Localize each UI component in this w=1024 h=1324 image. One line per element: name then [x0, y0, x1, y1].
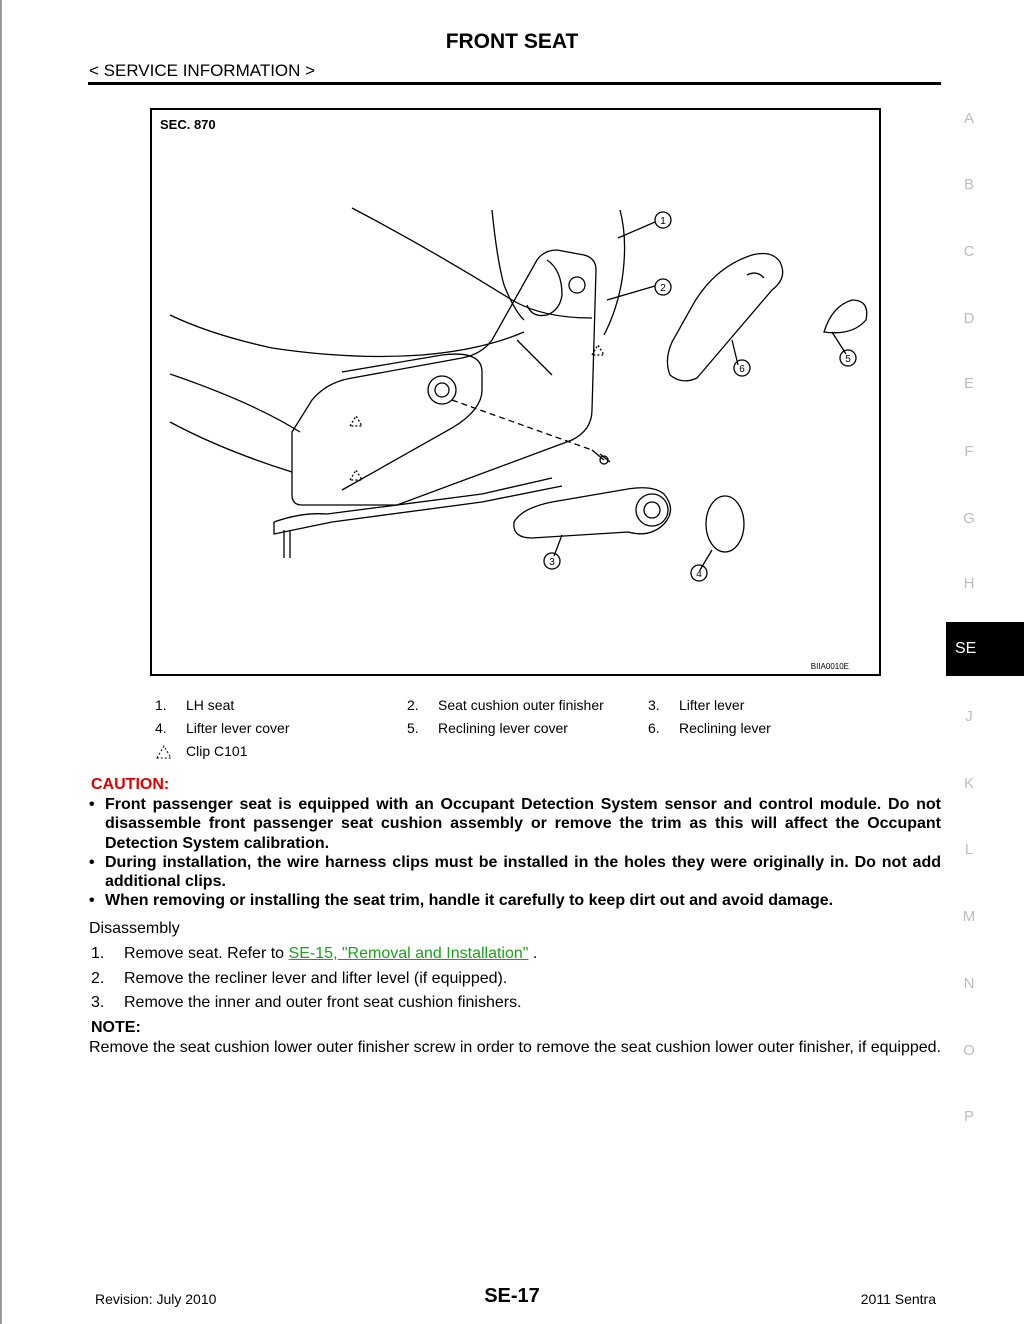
legend-number: 4.: [155, 720, 167, 736]
page-edge: [0, 0, 2, 1324]
note-title: NOTE:: [91, 1019, 141, 1036]
legend-number: 2.: [407, 697, 419, 713]
callout-label: 6: [739, 364, 745, 375]
legend-text: Reclining lever cover: [438, 720, 568, 736]
step-text-suffix: .: [528, 945, 538, 962]
figure-section-number: SEC. 870: [160, 117, 216, 132]
bullet-icon: •: [89, 853, 95, 871]
clip-triangle-icon: [155, 744, 173, 760]
step-text-prefix: Remove seat. Refer to: [124, 945, 289, 962]
footer-revision: Revision: July 2010: [95, 1291, 217, 1307]
legend-text: Seat cushion outer finisher: [438, 697, 604, 713]
legend-number: 6.: [648, 720, 660, 736]
step-number: 3.: [91, 994, 105, 1011]
legend-text: Clip C101: [186, 743, 248, 759]
side-index-letter[interactable]: A: [963, 110, 974, 127]
side-index-letter[interactable]: F: [964, 443, 974, 460]
side-index-letter[interactable]: G: [963, 510, 975, 527]
side-index-letter[interactable]: O: [963, 1042, 975, 1059]
callout-label: 1: [660, 216, 666, 227]
bullet-icon: •: [89, 892, 95, 910]
side-index-letter[interactable]: K: [963, 775, 974, 792]
side-index-letter[interactable]: L: [964, 841, 974, 858]
side-index-letter[interactable]: B: [963, 176, 974, 193]
side-index-letter[interactable]: D: [963, 310, 975, 327]
seat-illustration: [152, 110, 879, 674]
caution-text: During installation, the wire harness clips must be installed in the holes they were originally in. Do not add additional clips.: [105, 853, 941, 891]
side-index-letter[interactable]: P: [963, 1108, 974, 1125]
side-index-letter[interactable]: C: [963, 243, 975, 260]
legend-text: Lifter lever cover: [186, 720, 290, 736]
callout-label: 4: [696, 569, 702, 580]
callout-label: 2: [660, 283, 666, 294]
exploded-diagram: [150, 108, 881, 676]
caution-title: CAUTION:: [91, 776, 170, 793]
legend-number: 1.: [155, 697, 167, 713]
legend-text: LH seat: [186, 697, 235, 713]
caution-list: [89, 795, 941, 911]
disassembly-title: Disassembly: [89, 920, 180, 937]
footer-model: 2011 Sentra: [860, 1291, 936, 1307]
legend-number: 3.: [648, 697, 660, 713]
side-index-letter[interactable]: N: [963, 975, 975, 992]
side-index-letter[interactable]: H: [963, 575, 975, 592]
caution-item: [89, 795, 941, 853]
caution-text: When removing or installing the seat trim, handle it carefully to keep dirt out and avoid damage.: [105, 892, 834, 910]
step-number: 1.: [91, 945, 105, 962]
figure-code: BIIA0010E: [810, 662, 849, 671]
caution-text: Front passenger seat is equipped with an Occupant Detection System sensor and control module. Do not disassemble front passenger seat cushion assembly or remove the trim as this will affect the Occupant Detection System calibration.: [105, 796, 941, 852]
step-number: 2.: [91, 970, 105, 987]
caution-item: [89, 891, 941, 910]
side-index-letter[interactable]: J: [965, 708, 973, 725]
step-text: [124, 945, 537, 963]
bullet-icon: •: [89, 796, 95, 813]
reference-link[interactable]: SE-15, "Removal and Installation": [288, 945, 529, 962]
callout-label: 5: [845, 354, 851, 365]
legend-text: Reclining lever: [679, 720, 771, 736]
note-text: Remove the seat cushion lower outer finisher screw in order to remove the seat cushion lower outer finisher, if equipped.: [89, 1039, 941, 1056]
side-index-active-tab[interactable]: SE: [946, 622, 1024, 676]
callout-label: 3: [549, 557, 555, 568]
footer-page-number: SE-17: [484, 1285, 540, 1307]
step-text: Remove the inner and outer front seat cushion finishers.: [124, 994, 522, 1011]
legend-number: 5.: [407, 720, 419, 736]
step-text: Remove the recliner lever and lifter level (if equipped).: [124, 970, 508, 987]
caution-item: [89, 853, 941, 892]
page-title: FRONT SEAT: [445, 30, 579, 53]
section-label: < SERVICE INFORMATION >: [89, 61, 316, 80]
legend-text: Lifter lever: [679, 697, 745, 713]
side-index-letter[interactable]: E: [963, 375, 974, 392]
side-index-letter[interactable]: M: [962, 908, 976, 925]
header-rule: [88, 82, 941, 85]
